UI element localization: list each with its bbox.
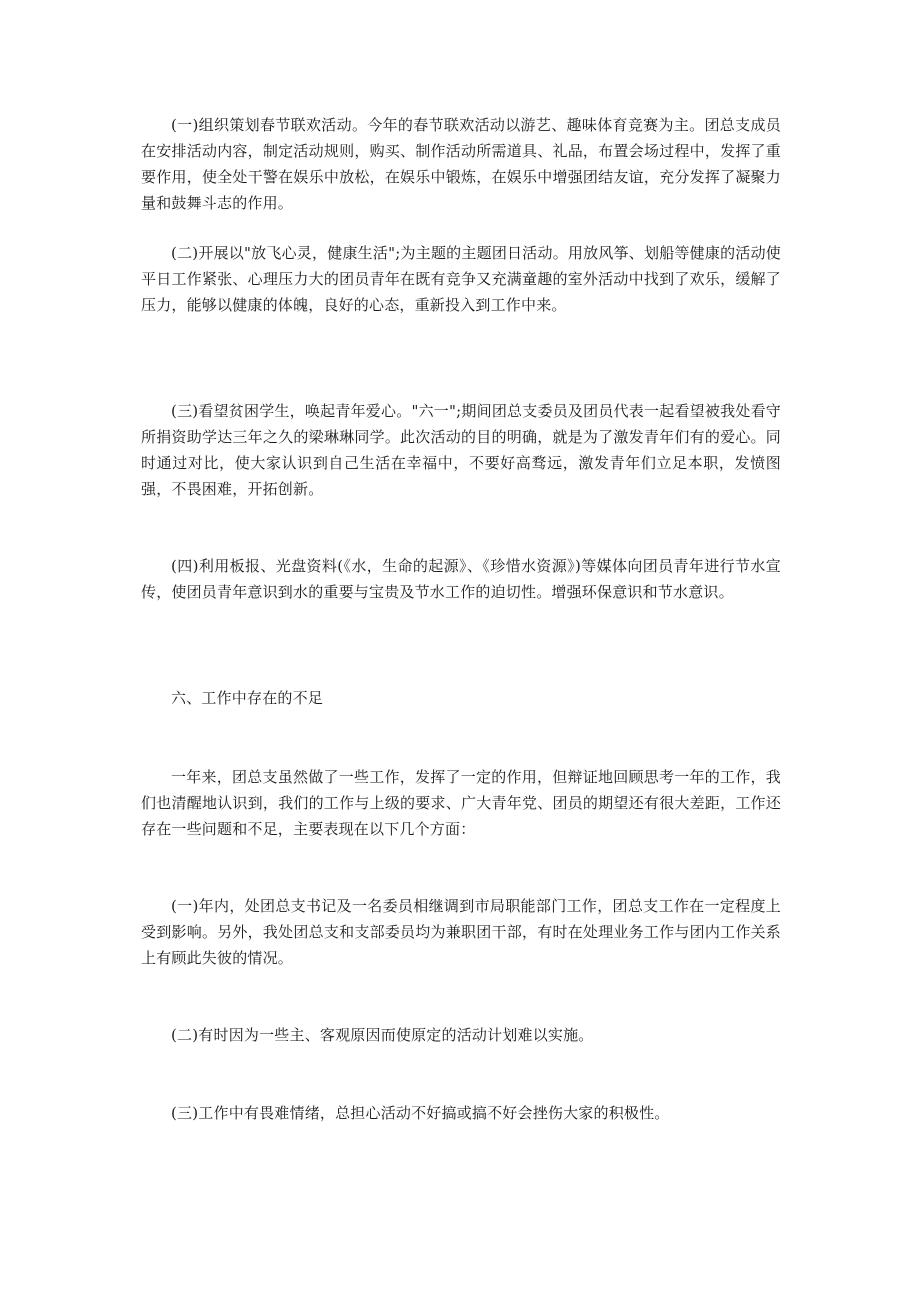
paragraph-visit-students: (三)看望贫困学生，唤起青年爱心。"六一";期间团总支委员及团员代表一起看望被我处看守所捐资助学达三年之久的梁琳琳同学。此次活动的目的明确，就是为了激发青年们有的爱心。同时通过对比，使大家认识到自己生活在幸福中，不要好高骛远，激发青年们立足本职，发愤图强，不畏困难，开拓创新。 <box>141 402 781 498</box>
paragraph-shortcoming-2: (二)有时因为一些主、客观原因而使原定的活动计划难以实施。 <box>171 1026 594 1044</box>
section-heading-shortcomings: 六、工作中存在的不足 <box>171 689 324 707</box>
paragraph-theme-day: (二)开展以"放飞心灵，健康生活";为主题的主题团日活动。用放风筝、划船等健康的活动使平日工作紧张、心理压力大的团员青年在既有竞争又充满童趣的室外活动中找到了欢乐，缓解了压力，能够以健康的体魄，良好的心态，重新投入到工作中来。 <box>141 244 781 314</box>
paragraph-shortcoming-1: (一)年内，处团总支书记及一名委员相继调到市局职能部门工作，团总支工作在一定程度上受到影响。另外，我处团总支和支部委员均为兼职团干部，有时在处理业务工作与团内工作关系上有顾此失彼的情况。 <box>141 897 781 967</box>
paragraph-overview: 一年来，团总支虽然做了一些工作，发挥了一定的作用，但辩证地回顾思考一年的工作，我们也清醒地认识到，我们的工作与上级的要求、广大青年党、团员的期望还有很大差距，工作还存在一些问题和不足，主要表现在以下几个方面： <box>141 768 781 838</box>
paragraph-spring-festival: (一)组织策划春节联欢活动。今年的春节联欢活动以游艺、趣味体育竞赛为主。团总支成员在安排活动内容，制定活动规则，购买、制作活动所需道具、礼品，布置会场过程中，发挥了重要作用，使全处干警在娱乐中放松，在娱乐中锻炼，在娱乐中增强团结友谊，充分发挥了凝聚力量和鼓舞斗志的作用。 <box>141 116 781 212</box>
paragraph-shortcoming-3: (三)工作中有畏难情绪，总担心活动不好搞或搞不好会挫伤大家的积极性。 <box>171 1104 670 1122</box>
paragraph-water-saving: (四)利用板报、光盘资料(《水，生命的起源》、《珍惜水资源》)等媒体向团员青年进行节水宣传，使团员青年意识到水的重要与宝贵及节水工作的迫切性。增强环保意识和节水意识。 <box>141 557 781 601</box>
